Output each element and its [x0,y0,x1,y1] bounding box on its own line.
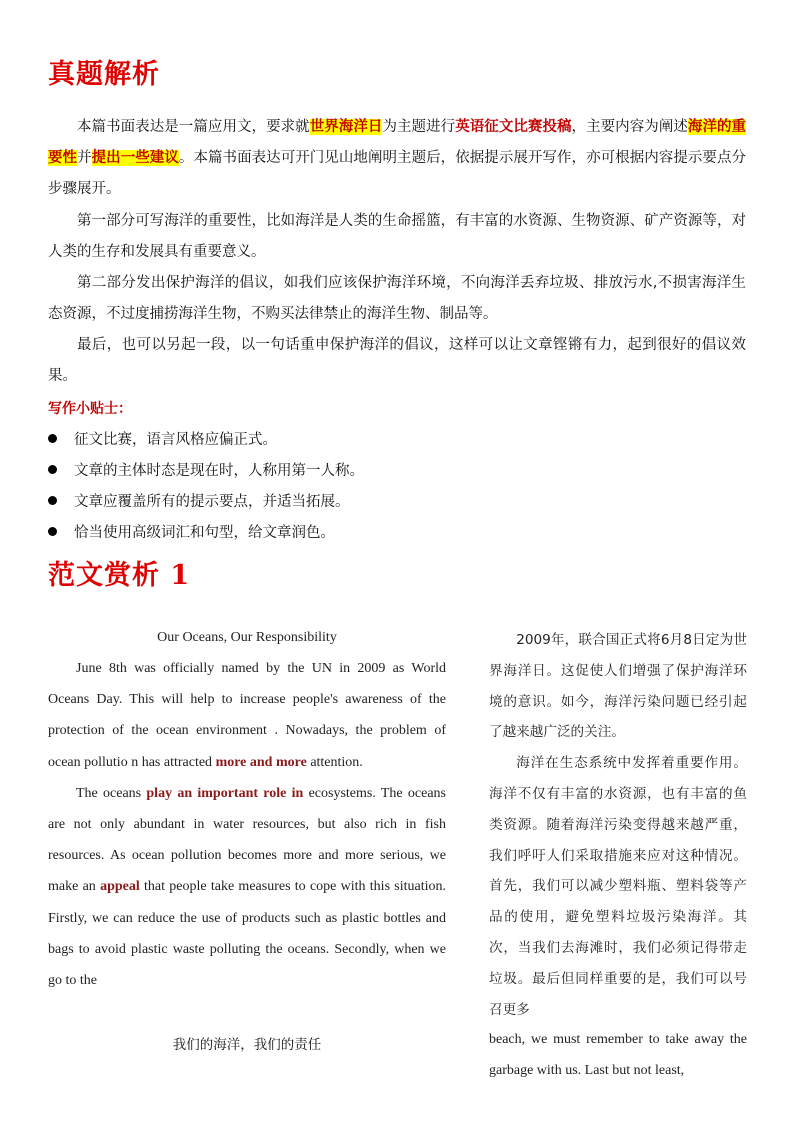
bold-task: 英语征文比赛投稿 [455,119,572,135]
text: attention. [306,754,363,770]
text: The oceans [76,785,147,801]
tip-text: 文章应覆盖所有的提示要点，并适当拓展。 [74,494,350,510]
bullet-icon [48,434,57,443]
analysis-paragraph-4: 最后，也可以另起一段，以一句话重申保护海洋的倡议，这样可以让文章铿锵有力，起到很好的倡议效果。 [48,337,746,384]
text: 本篇书面表达是一篇应用文，要求就 [77,119,310,135]
tip-item [48,461,364,481]
text: June 8th was officially named by the UN in 2009 as World Oceans Day. This will help to increase people's awareness of the protection of the ocean environment . Nowadays, the problem of ocean pollutio n has attracted [48,661,446,770]
text: 。本篇书面表达可开门见山地阐明主题后，依据提示展开写作，亦可根据内容提示要点分步骤展开。 [48,150,747,197]
tip-text: 文章的主体时态是现在时，人称用第一人称。 [74,463,364,479]
bullet-icon [48,527,57,536]
essay-cn-paragraph-1: 2009年，联合国正式将6月8日定为世界海洋日。这促使人们增强了保护海洋环境的意识。如今，海洋污染问题已经引起了越来越广泛的关注。 [489,632,747,741]
essay-en-paragraph-2 [48,778,446,996]
writing-tips-title: 写作小贴士： [48,401,132,417]
highlight-topic: 世界海洋日 [309,119,383,135]
tip-text: 恰当使用高级词汇和句型，给文章润色。 [74,525,335,541]
tip-text: 征文比赛，语言风格应偏正式。 [74,432,277,448]
key-phrase: appeal [100,879,140,895]
analysis-paragraph-2: 第一部分可写海洋的重要性，比如海洋是人类的生命摇篮，有丰富的水资源、生物资源、矿产资源等，对人类的生存和发展具有重要意义。 [48,213,746,260]
tip-item [48,492,350,512]
analysis-paragraph-1 [48,112,746,205]
essay-title-en: Our Oceans, Our Responsibility [157,630,337,645]
tip-item [48,430,277,450]
section-heading-sample: 范文赏析 1 [48,560,191,591]
analysis-paragraph-3: 第二部分发出保护海洋的倡议，如我们应该保护海洋环境，不向海洋丢弃垃圾、排放污水,不损害海洋生态资源，不过度捕捞海洋生物，不购买法律禁止的海洋生物、制品等。 [48,275,746,322]
essay-cn-paragraph-2: 海洋在生态系统中发挥着重要作用。海洋不仅有丰富的水资源，也有丰富的鱼类资源。随着海洋污染变得越来越严重，我们呼吁人们采取措施来应对这种情况。首先，我们可以减少塑料瓶、塑料袋等产品的使用，避免塑料垃圾污染海洋。其次，当我们去海滩时，我们必须记得带走垃圾。最后但同样重要的是，我们可以号召更多 [489,755,747,1018]
key-phrase: play an important role in [146,785,304,801]
text: 为主题进行 [382,119,456,135]
essay-en-continuation: beach, we must remember to take away the garbage with us. Last but not least, [489,1032,747,1079]
text: ecosystems. The oceans are not only abundant in water resources, but also rich in fish resources. As ocean pollution becomes more and more serious, we make an [48,785,446,895]
chinese-translation-column [489,625,747,1087]
essay-title-cn: 我们的海洋，我们的责任 [172,1037,322,1053]
bullet-icon [48,496,57,505]
text: 并 [77,150,92,166]
section-heading-analysis: 真题解析 [48,59,160,90]
text: that people take measures to cope with this situation. Firstly, we can reduce the use of products such as plastic bottles and bags to avoid plastic waste polluting the oceans. Secondly, when we go to the [48,879,447,989]
text: ，主要内容为阐述 [571,119,688,135]
highlight-suggestions: 提出一些建议 [91,150,179,166]
tip-item [48,523,335,543]
english-essay-column [48,627,446,996]
key-phrase: more and more [215,754,307,770]
essay-en-paragraph-1 [48,653,446,778]
highlight-importance: 海洋的重要性 [48,119,747,166]
bullet-icon [48,465,57,474]
